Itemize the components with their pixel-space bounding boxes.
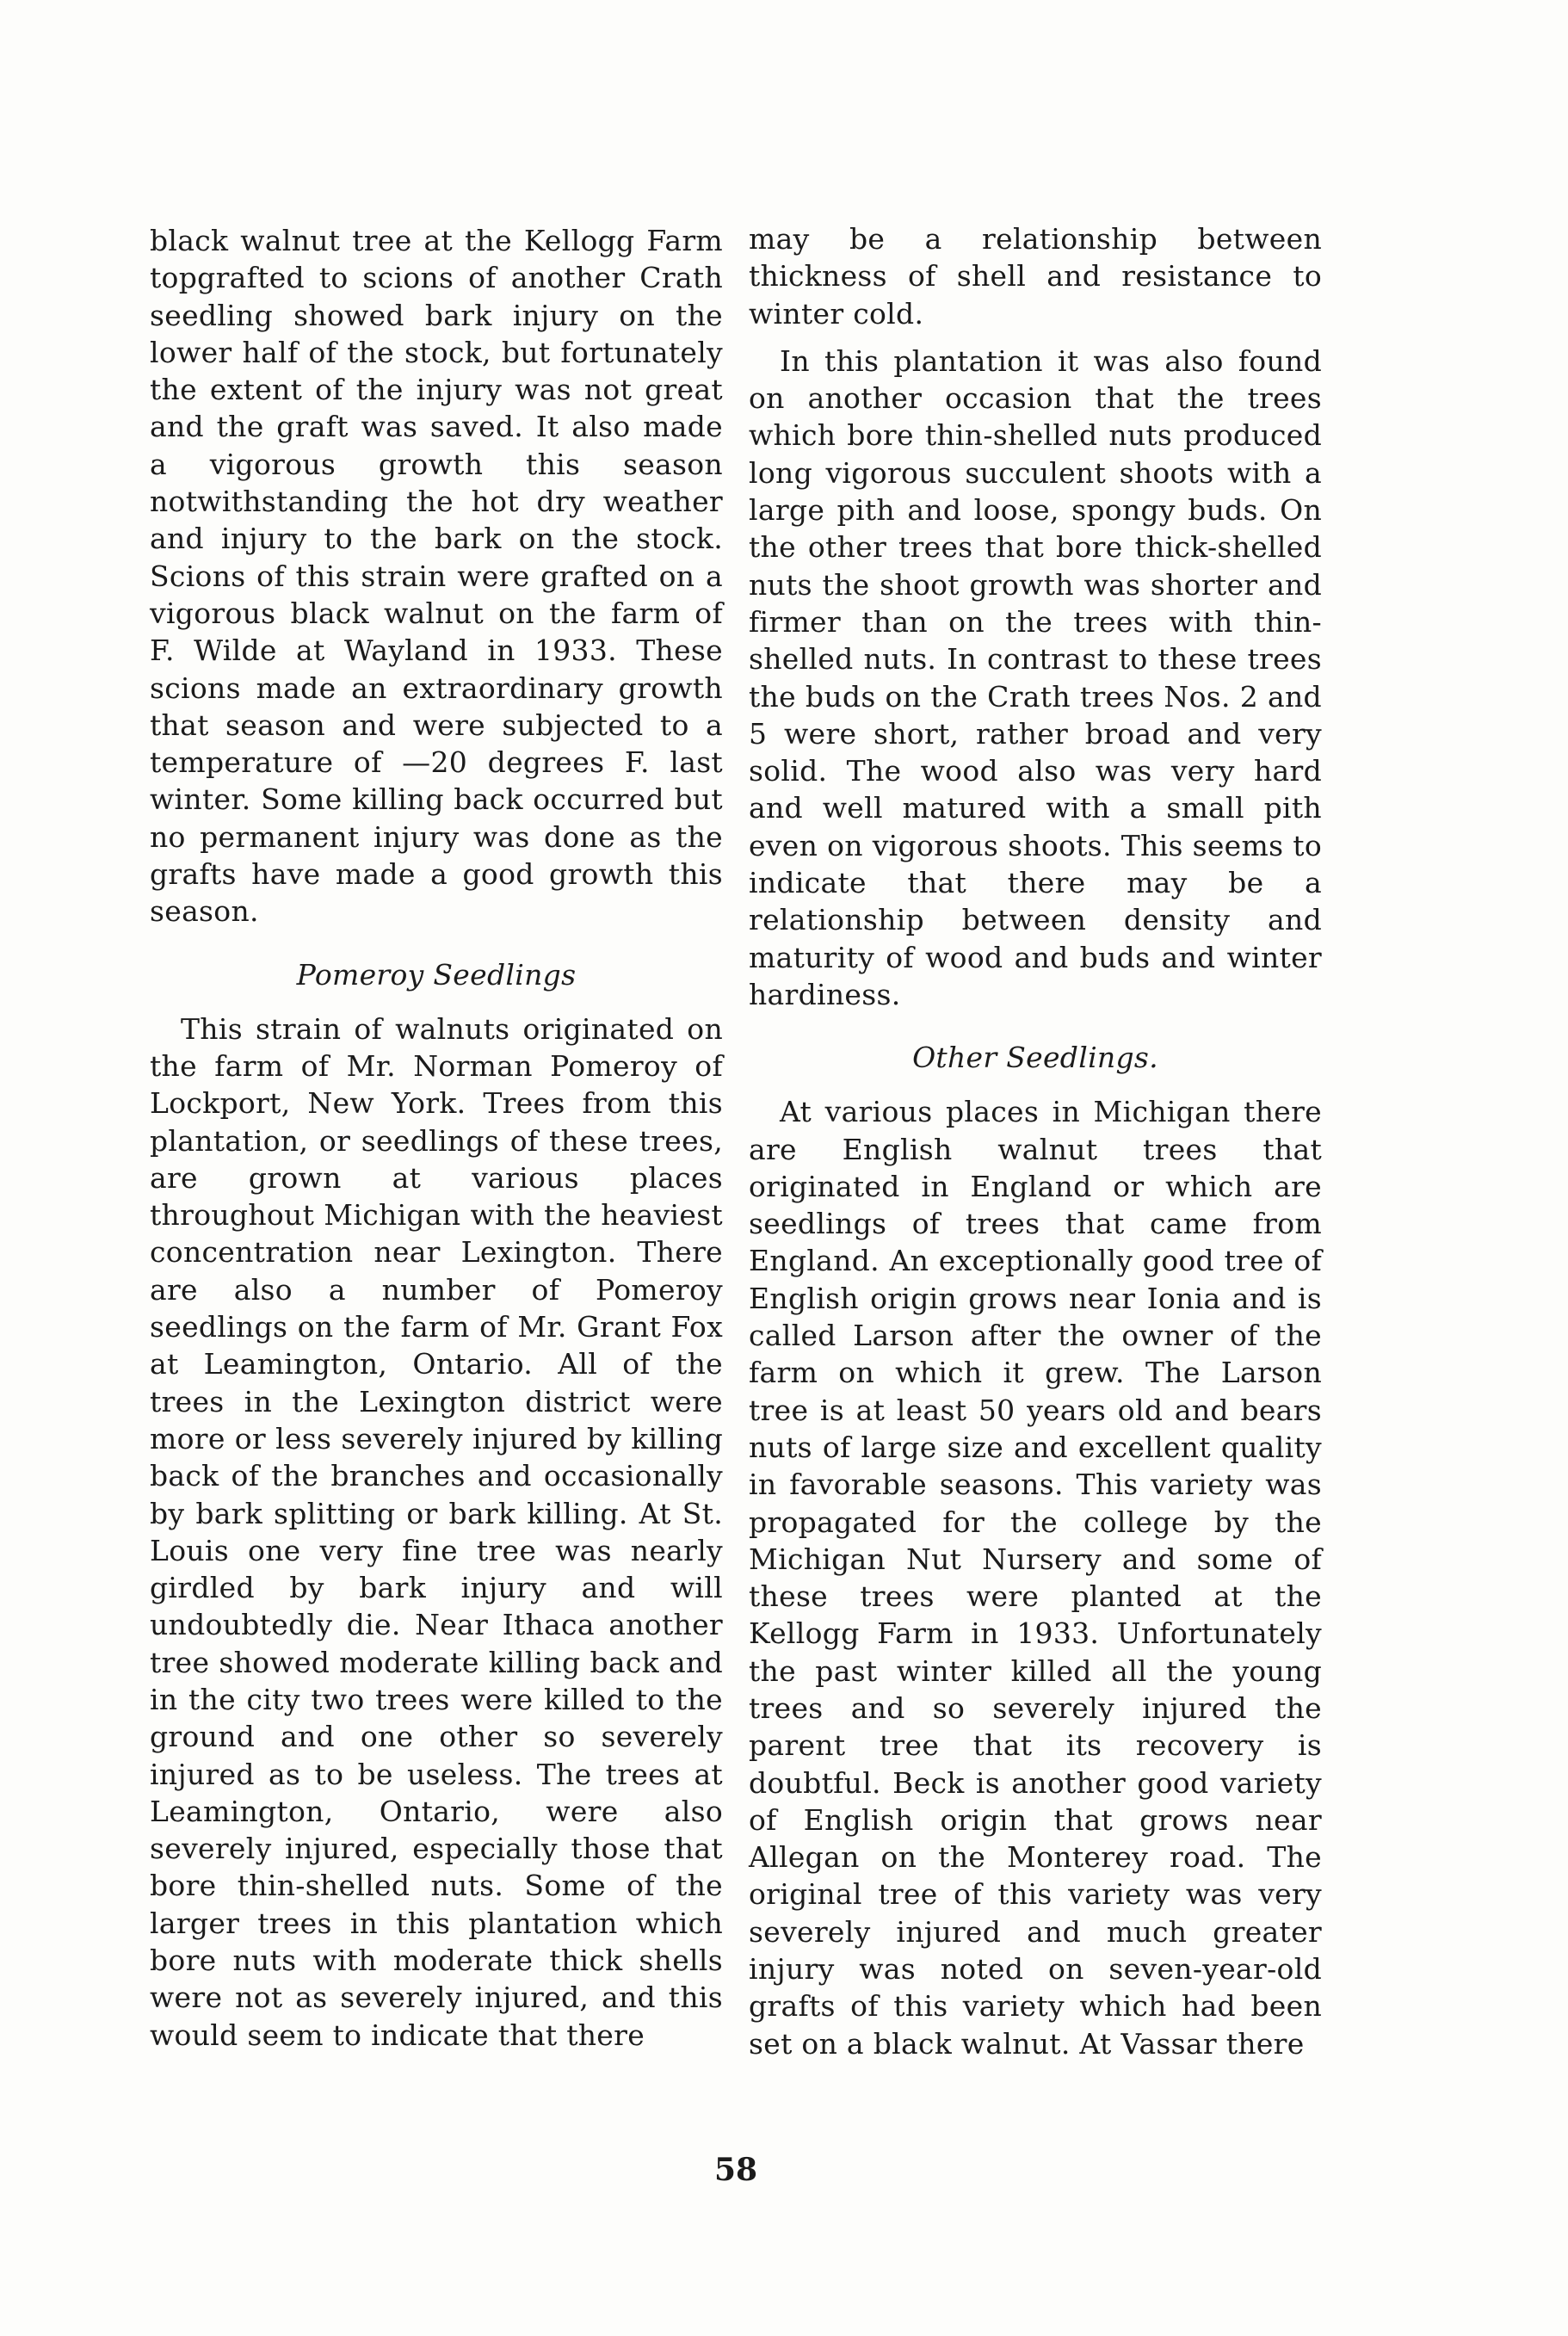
page-number: 58: [713, 2152, 758, 2188]
left-paragraph-1: black walnut tree at the Kellogg Farm topgrafted to scions of another Crath seedling showed bark injury on the lower half of the stock, but fortunately the extent of the injury was not great and the graft was saved. It also made a vigorous growth this season notwithstanding the hot dry weather and injury to the bark on the stock. Scions of this strain were grafted on a vigorous black walnut on the farm of F. Wilde at Wayland in 1933. These scions made an extraordinary growth that season and were subjected to a temperature of —20 degrees F. last winter. Some killing back occurred but no permanent injury was done as the grafts have made a good growth this season.: [150, 224, 723, 929]
left-paragraph-2: This strain of walnuts originated on the farm of Mr. Norman Pomeroy of Lockport, New York. Trees from this plantation, or seedlings of these trees, are grown at various places throughout Michigan with the heaviest concentration near Lexington. There are also a number of Pomeroy seedlings on the farm of Mr. Grant Fox at Leamington, Ontario. All of the trees in the Lexington district were more or less severely injured by killing back of the branches and occasionally by bark splitting or bark killing. At St. Louis one very fine tree was nearly girdled by bark injury and will undoubtedly die. Near Ithaca another tree showed moderate killing back and in the city two trees were killed to the ground and one other so severely injured as to be useless. The trees at Leamington, Ontario, were also severely injured, especially those that bore thin-shelled nuts. Some of the larger trees in this plantation which bore nuts with moderate thick shells were not as severely injured, and this would seem to indicate that there: [150, 1011, 723, 2052]
right-column: [749, 220, 1322, 2062]
left-column: [150, 222, 723, 2054]
right-paragraph-2: In this plantation it was also found on another occasion that the trees which bore thin-shelled nuts produced long vigorous succulent shoots with a large pith and loose, spongy buds. On the other trees that bore thick-shelled nuts the shoot growth was shorter and firmer than on the trees with thin-shelled nuts. In contrast to these trees the buds on the Crath trees Nos. 2 and 5 were short, rather broad and very solid. The wood also was very hard and well matured with a small pith even on vigorous shoots. This seems to indicate that there may be a relationship between density and maturity of wood and buds and winter hardiness.: [749, 343, 1322, 1011]
right-paragraph-3: At various places in Michigan there are English walnut trees that originated in England or which are seedlings of trees that came from England. An exceptionally good tree of English origin grows near Ionia and is called Larson after the owner of the farm on which it grew. The Larson tree is at least 50 years old and bears nuts of large size and excellent quality in favorable seasons. This variety was propagated for the college by the Michigan Nut Nursery and some of these trees were planted at the Kellogg Farm in 1933. Unfortunately the past winter killed all the young trees and so severely injured the parent tree that its recovery is doubtful. Beck is another good variety of English origin that grows near Allegan on the Monterey road. The original tree of this variety was very severely injured and much greater injury was noted on seven-year-old grafts of this variety which had been set on a black walnut. At Vassar there: [749, 1095, 1322, 2061]
section-heading-pomeroy: Pomeroy Seedlings: [296, 957, 577, 992]
right-paragraph-1: may be a relationship between thickness of shell and resistance to winter cold.: [749, 222, 1322, 331]
section-heading-other: Other Seedlings.: [912, 1041, 1158, 1075]
